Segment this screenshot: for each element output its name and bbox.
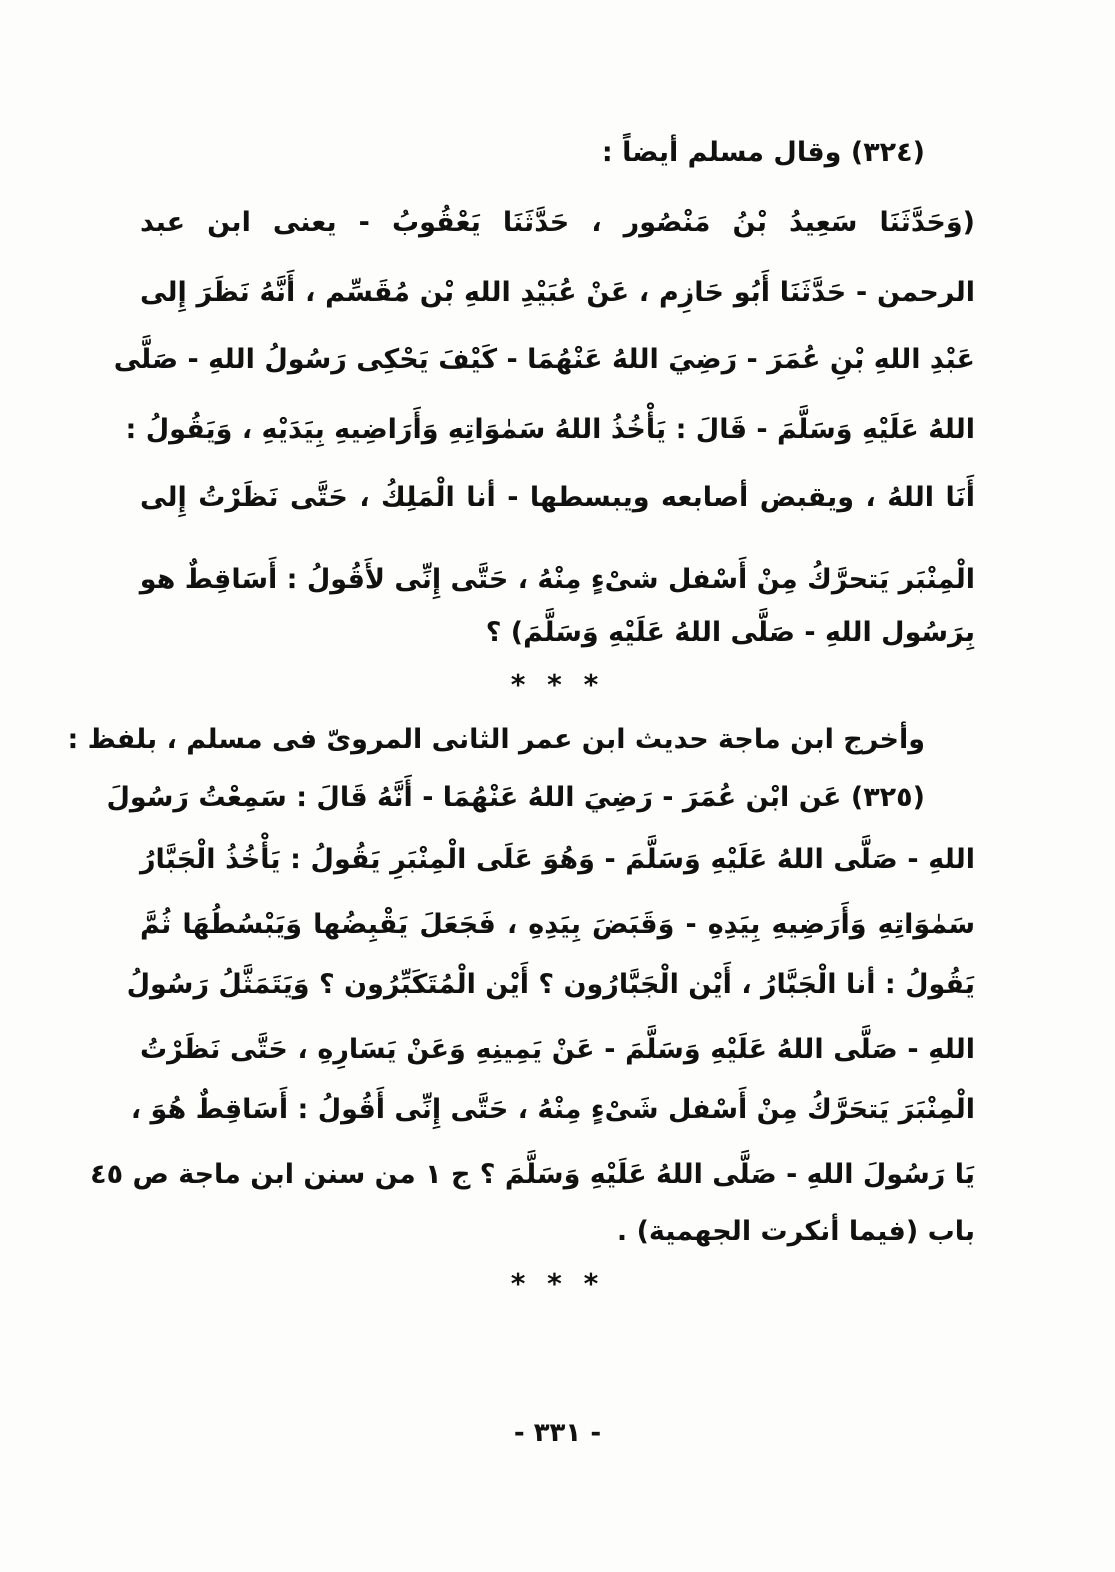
text-line: أَنَا اللهُ ، ويقبض أصابعه ويبسطها - أنا الْمَلِكُ ، حَتَّى نَظَرْتُ إِلى bbox=[140, 482, 975, 513]
text-line: اللهُ عَلَيْهِ وَسَلَّمَ - قَالَ : يَأْخُذُ اللهُ سَمٰوَاتِهِ وَأَرَاضِيهِ بِيَدَيْهِ ، وَيَقُولُ : bbox=[125, 414, 975, 445]
text-line: بِرَسُول اللهِ - صَلَّى اللهُ عَلَيْهِ وَسَلَّمَ) ؟ bbox=[485, 617, 975, 648]
text-line: الرحمن - حَدَّثَنَا أَبُو حَازِم ، عَنْ عُبَيْدِ اللهِ بْن مُقَسِّم ، أَنَّهُ نَظَرَ إِلى bbox=[140, 277, 975, 308]
text-line: الْمِنْبَرَ يَتحَرَّكُ مِنْ أَسْفل شَىْءٍ مِنْهُ ، حَتَّى إِنِّى أَقُولُ : أَسَاقِطٌ هُوَ ، bbox=[130, 1094, 975, 1125]
text-line: يَقُولُ : أنا الْجَبَّارُ ، أَيْن الْجَبَّارُون ؟ أَيْن الْمُتَكَبِّرُون ؟ وَيَتَمَثَّلُ رَسُولُ bbox=[126, 969, 975, 1000]
text-line: باب (فيما أنكرت الجهمية) . bbox=[616, 1216, 975, 1247]
page-number: - ٣٣١ - bbox=[513, 1418, 602, 1448]
text-line: (وَحَدَّثَنَا سَعِيدُ بْنُ مَنْصُور ، حَدَّثَنَا يَعْقُوبُ - يعنى ابن عبد bbox=[140, 207, 975, 238]
section-separator: * * * bbox=[510, 1267, 605, 1300]
hadith-324-heading: (٣٢٤) وقال مسلم أيضاً : bbox=[601, 137, 925, 168]
hadith-325-heading: (٣٢٥) عَن ابْن عُمَرَ - رَضِيَ اللهُ عَنْهُمَا - أَنَّهُ قَالَ : سَمِعْتُ رَسُولَ bbox=[106, 782, 925, 813]
text-line: اللهِ - صَلَّى اللهُ عَلَيْهِ وَسَلَّمَ - وَهُوَ عَلَى الْمِنْبَرِ يَقُولُ : يَأْخُذُ الْجَبَّارُ bbox=[140, 844, 975, 875]
text-line: سَمٰوَاتِهِ وَأَرَضِيهِ بِيَدِهِ - وَقَبَضَ بِيَدِهِ ، فَجَعَلَ يَقْبِضُها وَيَبْسُطُهَا ثُمَّ bbox=[140, 909, 975, 940]
text-line: اللهِ - صَلَّى اللهُ عَلَيْهِ وَسَلَّمَ - عَنْ يَمِينِهِ وَعَنْ يَسَارِهِ ، حَتَّى نَظَرْتُ bbox=[140, 1034, 975, 1065]
text-line: يَا رَسُولَ اللهِ - صَلَّى اللهُ عَلَيْهِ وَسَلَّمَ ؟ ج ١ من سنن ابن ماجة ص ٤٥ bbox=[90, 1159, 975, 1190]
text-line: وأخرج ابن ماجة حديث ابن عمر الثانى المروىّ فى مسلم ، بلفظ : bbox=[67, 724, 925, 755]
section-separator: * * * bbox=[510, 668, 605, 701]
text-line: الْمِنْبَر يَتحرَّكُ مِنْ أَسْفل شىْءٍ مِنْهُ ، حَتَّى إِنِّى لأَقُولُ : أَسَاقِطٌ هو bbox=[139, 564, 975, 595]
text-line: عَبْدِ اللهِ بْنِ عُمَرَ - رَضِيَ اللهُ عَنْهُمَا - كَيْفَ يَحْكِى رَسُولُ اللهِ - صَلَّى bbox=[113, 344, 975, 375]
